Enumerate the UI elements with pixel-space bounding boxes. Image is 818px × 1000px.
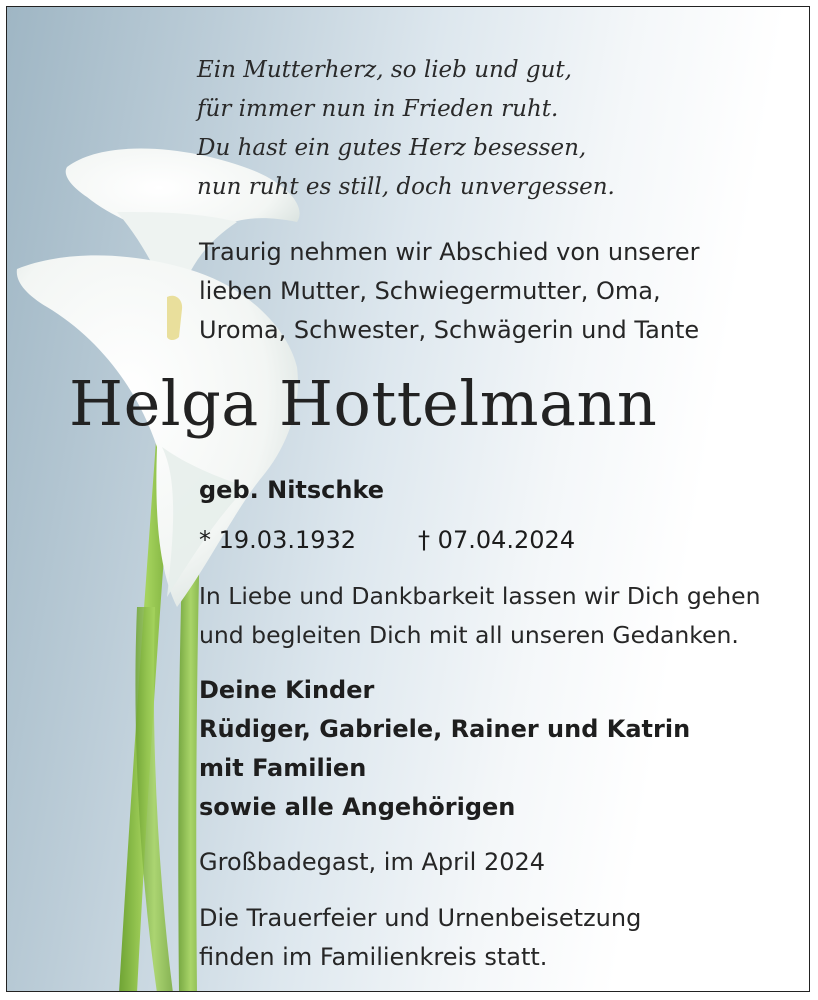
signer-line: sowie alle Angehörigen <box>199 793 516 821</box>
thanks-text <box>199 577 760 655</box>
memorial-poem <box>197 51 615 207</box>
mourners-signature <box>199 671 690 827</box>
signer-line: Rüdiger, Gabriele, Rainer und Katrin <box>199 715 691 743</box>
intro-line: Traurig nehmen wir Abschied von unserer <box>199 238 700 266</box>
deceased-name: Helga Hottelmann <box>69 367 658 440</box>
farewell-intro <box>199 233 700 350</box>
funeral-notice <box>199 899 641 977</box>
poem-line: nun ruht es still, doch unvergessen. <box>197 174 615 200</box>
intro-line: lieben Mutter, Schwiegermutter, Oma, <box>199 277 661 305</box>
birth-date: * 19.03.1932 <box>199 526 357 554</box>
poem-line: Du hast ein gutes Herz besessen, <box>197 135 587 161</box>
thanks-line: In Liebe und Dankbarkeit lassen wir Dich gehen <box>199 582 761 610</box>
signer-line: Deine Kinder <box>199 676 375 704</box>
life-dates <box>199 523 575 557</box>
birth-name: geb. Nitschke <box>199 476 385 504</box>
obituary-card <box>6 6 810 992</box>
place-and-date: Großbadegast, im April 2024 <box>199 848 546 876</box>
funeral-line: finden im Familienkreis statt. <box>199 943 548 971</box>
death-date: † 07.04.2024 <box>418 526 576 554</box>
signer-line: mit Familien <box>199 754 367 782</box>
poem-line: Ein Mutterherz, so lieb und gut, <box>197 57 572 83</box>
funeral-line: Die Trauerfeier und Urnenbeisetzung <box>199 904 642 932</box>
intro-line: Uroma, Schwester, Schwägerin und Tante <box>199 316 700 344</box>
poem-line: für immer nun in Frieden ruht. <box>197 96 559 122</box>
thanks-line: und begleiten Dich mit all unseren Gedanken. <box>199 621 739 649</box>
